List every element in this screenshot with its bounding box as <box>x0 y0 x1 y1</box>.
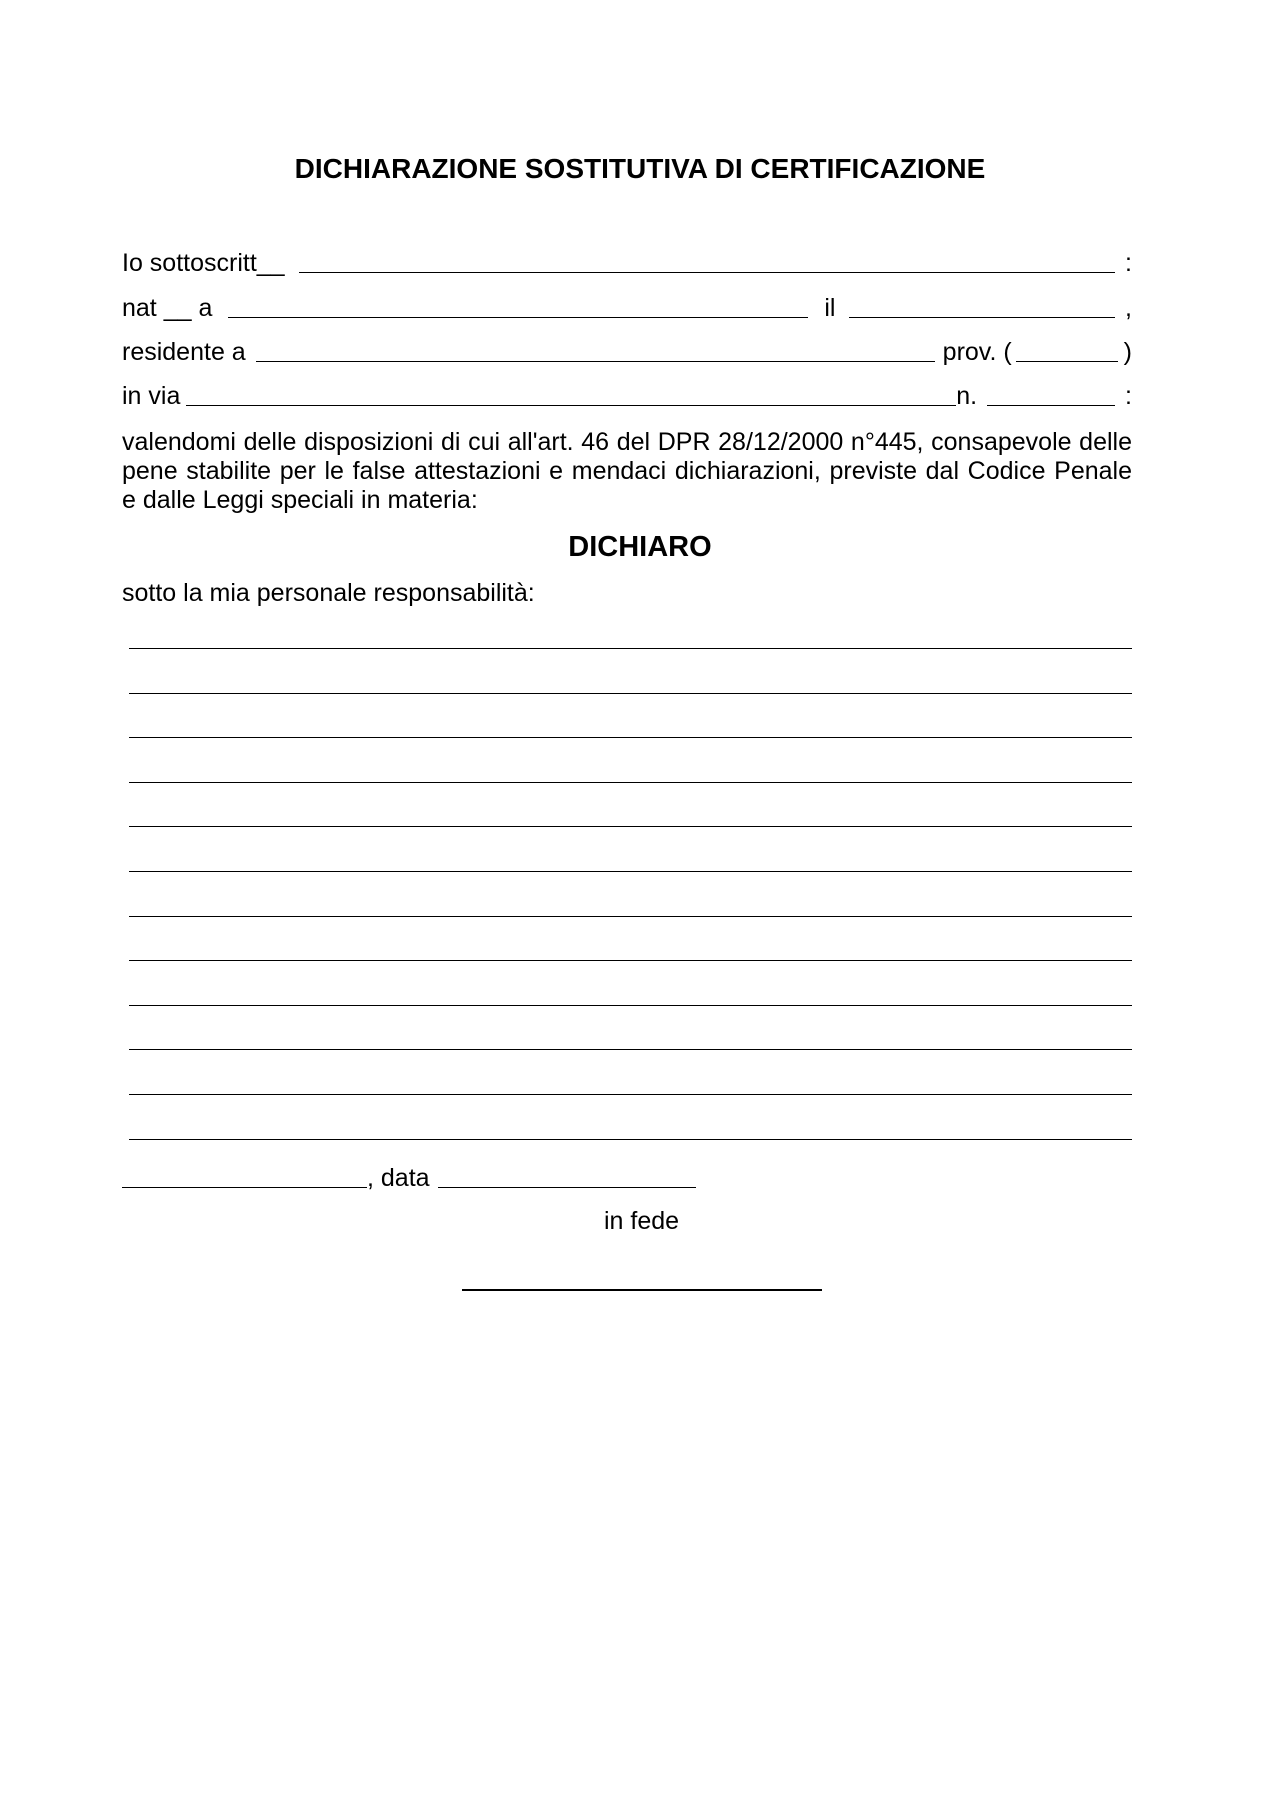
closing-text: in fede <box>604 1207 680 1235</box>
declaration-blank-line[interactable] <box>129 1005 1132 1006</box>
via-field[interactable] <box>186 383 956 406</box>
declaration-blank-line[interactable] <box>129 916 1132 917</box>
residente-label: residente a <box>122 338 246 366</box>
declaration-blank-line[interactable] <box>129 1049 1132 1050</box>
sottoscritto-field[interactable] <box>299 250 1115 273</box>
prov-end: ) <box>1123 338 1132 366</box>
declaration-blank-line[interactable] <box>129 826 1132 827</box>
numero-civico-field[interactable] <box>987 383 1115 406</box>
row-sottoscritto <box>122 248 1132 278</box>
il-label: il <box>824 294 836 322</box>
declaration-blank-line[interactable] <box>129 1139 1132 1140</box>
row-via <box>122 381 1132 411</box>
document-title: DICHIARAZIONE SOSTITUTIVA DI CERTIFICAZIONE <box>294 153 986 184</box>
luogo-nascita-field[interactable] <box>228 295 808 318</box>
declaration-blank-line[interactable] <box>129 960 1132 961</box>
nato-label: nat __ a <box>122 294 213 322</box>
numero-label: n. <box>956 382 978 410</box>
luogo-field[interactable] <box>122 1165 367 1188</box>
sottoscritto-label: Io sottoscritt__ <box>122 249 285 277</box>
declaration-blank-line[interactable] <box>129 1094 1132 1095</box>
declaration-blank-line[interactable] <box>129 693 1132 694</box>
sottoscritto-end: : <box>1125 249 1132 277</box>
declaration-blank-line[interactable] <box>129 737 1132 738</box>
signature-line[interactable] <box>462 1289 822 1291</box>
data-nascita-field[interactable] <box>849 295 1115 318</box>
declaration-heading: DICHIARO <box>568 531 712 563</box>
declaration-blank-line[interactable] <box>129 871 1132 872</box>
via-label: in via <box>122 382 181 410</box>
declaration-blank-line[interactable] <box>129 648 1132 649</box>
residenza-field[interactable] <box>256 339 935 362</box>
row-luogo-data <box>122 1163 702 1193</box>
nato-end: , <box>1125 294 1132 322</box>
prov-label: prov. ( <box>942 338 1012 366</box>
data-field[interactable] <box>438 1165 696 1188</box>
data-label: , data <box>367 1164 430 1192</box>
row-nascita <box>122 293 1132 323</box>
row-residenza <box>122 337 1132 367</box>
responsibility-text: sotto la mia personale responsabilità: <box>122 579 535 607</box>
provincia-field[interactable] <box>1016 339 1118 362</box>
via-end: : <box>1125 382 1132 410</box>
declaration-blank-line[interactable] <box>129 782 1132 783</box>
legal-paragraph: valendomi delle disposizioni di cui all'art. 46 del DPR 28/12/2000 n°445, consapevole delle pene stabilite per le false attestazioni e mendaci dichiarazioni, previste dal Codice Penale e dalle Leggi speciali in materia: <box>122 428 1132 514</box>
